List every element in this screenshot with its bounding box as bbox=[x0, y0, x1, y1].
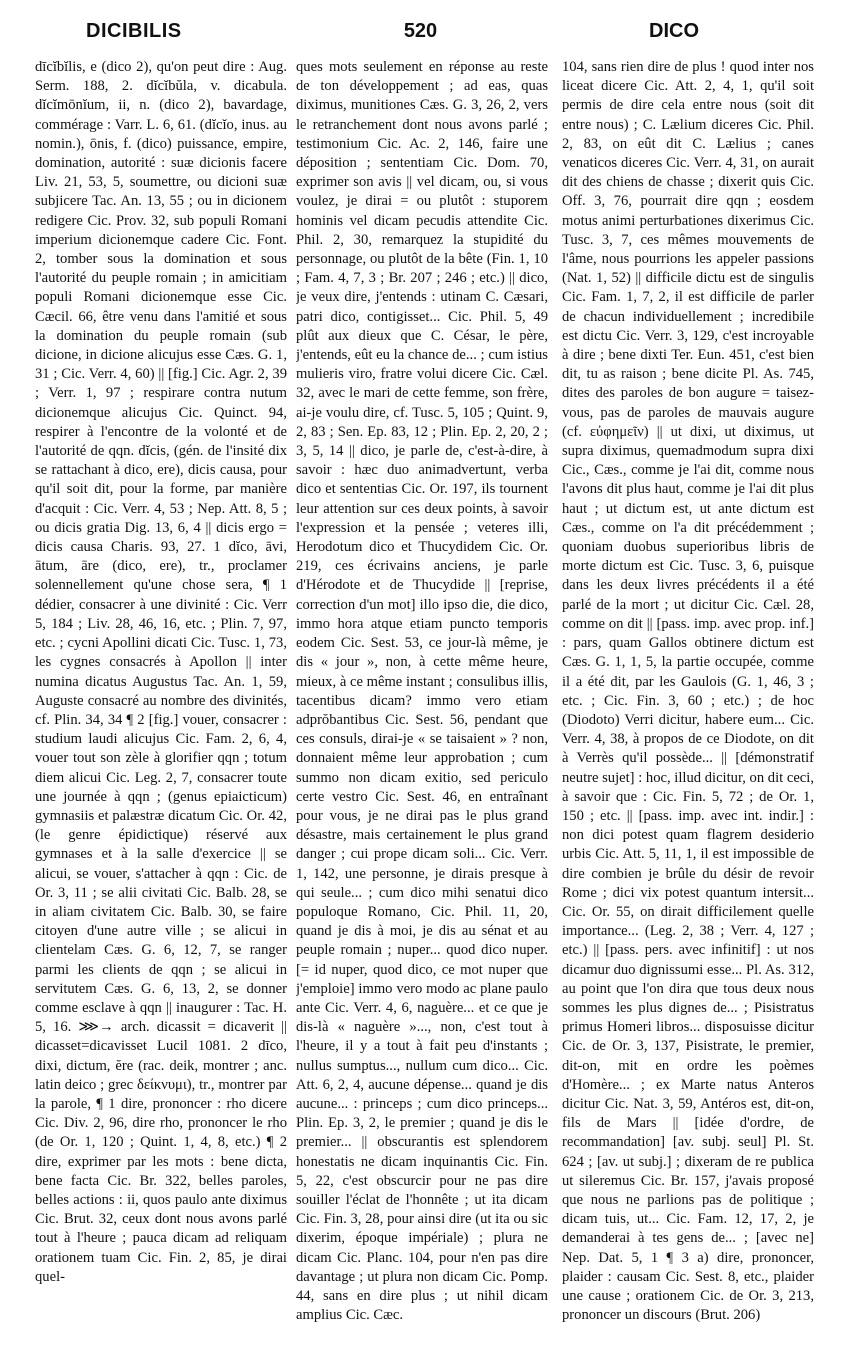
column-middle bbox=[296, 58, 548, 1346]
page-header bbox=[0, 14, 841, 54]
header-right-headword: DICO bbox=[649, 20, 699, 42]
column-text: ques mots seulement en réponse au reste de ton développement ; ad eas, quas diximus, munitiones Cæs. G. 3, 26, 2, vers le retranchement dont nous avons parlé ; testimonium Cic. Ac. 2, 146, faire une déposition ; sententiam Cic. Dom. 70, exprimer son avis || vel dicam, ou, si vous voulez, je dirai = ou plutôt : stuporem hominis vel dicam pecudis attendite Cic. Phil. 2, 30, remarquez la stupidité du personnage, ou plutôt de la bête (Fin. 1, 10 ; Fam. 4, 7, 3 ; Br. 207 ; 246 ; etc.) || dico, je veux dire, j'entends : utinam C. Cæsari, patri dico, contigisset... Cic. Phil. 5, 49 plût aux dieux que C. César, le père, j'entends, eût eu la chance de... ; cum istius mulieris viro, fratre volui dicere Cic. Cæl. 32, avec le mari de cette femme, son frère, ai-je voulu dire, cf. Tusc. 5, 105 ; Quint. 9, 2, 83 ; Sen. Ep. 83, 12 ; Plin. Ep. 2, 20, 2 ; 3, 5, 14 || dico, je parle de, c'est-à-dire, à savoir : hæc duo animadvertunt, verba dico et sententias Cic. Or. 197, ils tournent leur attention sur ces deux points, à savoir l'expression et la pensée ; veteres illi, Herodotum dico et Thucydidem Cic. Or. 219, ces écrivains anciens, je parle d'Hérodote et de Thucydide || [reprise, correction d'un mot] illo ipso die, die dico, immo hora atque etiam puncto temporis eodem Cic. Sest. 53, ce jour-là même, je dis « jour », non, à cette même heure, mieux, à ce même instant ; consulibus illis, tacentibus dicam? immo vero etiam adprŏbantibus Cic. Sest. 56, pendant que ces consuls, dirai-je « se taisaient » ? non, donnaient même leur approbation ; cum summo non dicam exitio, sed periculo certe vestro Cic. Sest. 46, en entraînant pour vous, je ne dirai pas le plus grand désastre, mais certainement le plus grand danger ; cui prope dicam soli... Cic. Verr. 1, 142, une personne, je dirais presque à qui seule... ; cum dico mihi senatui dico populoque Romano, Cic. Phil. 11, 20, quand je dis à moi, je dis au sénat et au peuple romain ; nuper... quod dico nuper. [= id nuper, quod dico, ce mot nuper que j'emploie] immo vero modo ac plane paulo ante Cic. Verr. 4, 6, naguère... et ce que je dis-là « naguère »..., non, c'est tout à l'heure, il y a tout à fait peu d'instants ; nullus sumptus..., nullum cum dico... Cic. Att. 6, 2, 4, aucune dépense... quand je dis aucune... : princeps ; cum dico princeps... Plin. Ep. 3, 2, le premier ; quand je dis le premier... || obscurantis est splendorem honestatis ne dicam inquinantis Cic. Fin. 5, 22, c'est obscurcir pour ne pas dire souiller l'éclat de l'honnête ; ut ita dicam Cic. Fin. 3, 28, pour ainsi dire (ut ita ou sic dixerim, époque impériale) ; plura ne dicam Cic. Planc. 104, pour n'en pas dire davantage ; ut plura non dicam Cic. Pomp. 44, sans en dire plus ; ut nihil dicam amplius Cic. Cæc. bbox=[296, 59, 548, 1324]
column-left bbox=[35, 58, 287, 1346]
header-left-headword: DICIBILIS bbox=[86, 20, 182, 42]
column-right bbox=[562, 58, 814, 1346]
column-text: 104, sans rien dire de plus ! quod inter nos liceat dicere Cic. Att. 2, 4, 1, qu'il soit permis de dire cela entre nous (soit dit entre nous) ; C. Lælium diceres Cic. Phil. 2, 83, on eût dit C. Lælius ; canes venaticos diceres Cic. Verr. 4, 31, on aurait dit des chiens de chasse ; dixerit quis Cic. Off. 3, 76, pourrait dire qqn ; eosdem motus animi perturbationes dixerimus Cic. Tusc. 3, 7, ces mêmes mouvements de l'âme, nous pourrions les appeler passions (Nat. 1, 52) || difficile dictu est de singulis Cic. Fam. 1, 7, 2, il est difficile de parler de chacun individuellement ; incredibile est dictu Cic. Verr. 3, 129, c'est incroyable à dire ; bene dixti Ter. Eun. 451, c'est bien dit, tu as raison ; bene dicite Pl. As. 745, dites des paroles de bon augure = taisez-vous, pas de paroles de mauvais augure (cf. εὐφημεῖν) || ut dixi, ut diximus, ut supra diximus, quemadmodum supra dixi Cic., Cæs., comme je l'ai dit, comme nous l'avons dit plus haut, comme je l'ai dit plus haut ; ut dictum est, ut ante dictum est Cæs., comme on l'a dit précédemment ; quoniam duobus superioribus libris de morte dictum est Cic. Tusc. 3, 6, puisque dans les deux livres précédents il a été parlé de la mort ; ut dicitur Cic. Cæl. 28, comme on dit || [pass. imp. avec prop. inf.] : pars, quam Gallos obtinere dictum est Cæs. G. 1, 1, 5, la partie occupée, comme il a été dit, par les Gaulois (G. 1, 46, 3 ; etc. ; Cic. Fin. 3, 60 ; etc.) ; de hoc (Diodoto) Verri dicitur, habere eum... Cic. Verr. 4, 38, à propos de ce Diodote, on dit à Verrès qu'il possède... || [démonstratif neutre sujet] : hoc, illud dicitur, on dit ceci, à savoir que : Cic. Fin. 5, 72 ; de Or. 1, 150 ; etc. || [pass. imp. avec int. indir.] : non dici potest quam flagrem desiderio urbis Cic. Att. 5, 11, 1, il est impossible de dire combien je brûle du désir de revoir Rome ; dici vix potest quantum intersit... Cic. Or. 55, on dirait difficilement quelle importance... (Leg. 2, 38 ; Verr. 4, 127 ; etc.) || [pass. pers. avec infinitif] : ut nos dicamur duo dignissumi esse... Pl. As. 312, au point que l'on dira que tous deux nous sommes les plus dignes de... ; Pisistratus primus Homeri libros... disposuisse dicitur Cic. de Or. 3, 137, Pisistrate, le premier, dit-on, mit en ordre les poèmes d'Homère... ; ex Marte natus Anteros dicitur Cic. Nat. 3, 59, Antéros est, dit-on, fils de Mars || [idée d'ordre, de recommandation] [av. subj. seul] Pl. St. 624 ; [av. ut subj.] ; dixeram de re publica ut sileremus Cic. Br. 157, j'avais proposé que nous ne parlions pas de politique ; dicam tuis, ut... Cic. Fam. 12, 17, 2, je demanderai à tes gens de... ; [avec ne] Nep. Dat. 5, 1 ¶ 3 a) dire, prononcer, plaider : causam Cic. Sest. 8, etc., plaider une cause ; orationem Cic. de Or. 3, 213, prononcer un discours (Brut. 206) bbox=[562, 59, 814, 1324]
page-number: 520 bbox=[403, 20, 438, 42]
column-text: dīcĭbĭlis, e (dico 2), qu'on peut dire : Aug. Serm. 188, 2. dĭcĭbŭla, v. dicabula. dĭcĭmōnĭum, ii, n. (dico 2), bavardage, commérage : Varr. L. 6, 61. (dĭcĭo, inus. au nomin.), ōnis, f. (dico) puissance, empire, domination, autorité : suæ dicionis facere Liv. 21, 53, 5, soumettre, ou dicioni suæ subjicere Tac. An. 13, 55 ; ou in dicionem redigere Cic. Prov. 32, sub populi Romani imperium dicionemque cadere Cic. Font. 2, tomber sous la domination et sous l'autorité du peuple romain ; in amicitiam populi Romani dicionemque esse Cic. Cæcil. 66, être venu dans l'amitié et sous la domination du peuple romain (sub dicione, in dicione alicujus esse Cæs. G. 1, 31 ; Cic. Verr. 4, 60) || [fig.] Cic. Agr. 2, 39 ; Verr. 1, 97 ; respirare contra nutum dicionemque alicujus Cic. Quinct. 94, respirer à l'encontre de la volonté et de l'autorité de qqn. dĭcis, (gén. de l'insité dix se rattachant à dico, ere), dicis causa, pour qu'il soit dit, pour la forme, par manière d'acquit : Cic. Verr. 4, 53 ; Nep. Att. 8, 5 ; ou dicis gratia Dig. 13, 6, 4 || dicis ergo = dicis causa Charis. 93, 27. 1 dĭco, āvi, ātum, āre (dico, ere), tr., proclamer solennellement qu'une chose sera, ¶ 1 dédier, consacrer à une divinité : Cic. Verr 5, 184 ; Liv. 28, 46, 16, etc. ; Plin. 7, 97, etc. ; cycni Apollini dicati Cic. Tusc. 1, 73, les cygnes consacrés à Apollon || inter numina dicatus Augustus Tac. An. 1, 59, Auguste consacré au nombre des divinités, cf. Plin. 34, 34 ¶ 2 [fig.] vouer, consacrer : studium laudi alicujus Cic. Fam. 2, 6, 4, vouer tout son zèle à glorifier qqn ; totum diem alicui Cic. Leg. 2, 7, consacrer toute une journée à qqn ; (genus epiaicticum) gymnasiis et palæstræ dicatum Cic. Or. 42, (le genre épidictique) réservé aux gymnases et à la salle d'exercice || se alicui, se vouer, s'attacher à qqn : Cic. de Or. 3, 11 ; se alii civitati Cic. Balb. 28, se in aliam civitatem Cic. Balb. 30, se faire citoyen d'une autre ville ; se alicui in clientelam Cæs. G. 6, 12, 7, se ranger parmi les clients de qqn ; se alicui in servitutem Cæs. G. 6, 13, 2, se donner comme esclave à qqn || inaugurer : Tac. H. 5, 16. ⋙→ arch. dicassit = dicaverit || dicasset=dicavisset Lucil 1081. 2 dīco, dixi, dictum, ĕre (rac. deik, montrer ; anc. latin deico ; grec δείκνυμι), tr., montrer par la parole, ¶ 1 dire, prononcer : rho dicere Cic. Div. 2, 96, dire rho, prononcer le rho (de Or. 1, 120 ; Quint. 1, 4, 8, etc.) ¶ 2 dire, exprimer par les mots : bene dicta, bene facta Cic. Br. 322, belles paroles, belles actions : ii, quos paulo ante diximus Cic. Brut. 32, ceux dont nous avons parlé tout à l'heure ; pauca dicam ad reliquam orationem tuam Cic. Fin. 2, 85, je dirai quel- bbox=[35, 59, 287, 1285]
